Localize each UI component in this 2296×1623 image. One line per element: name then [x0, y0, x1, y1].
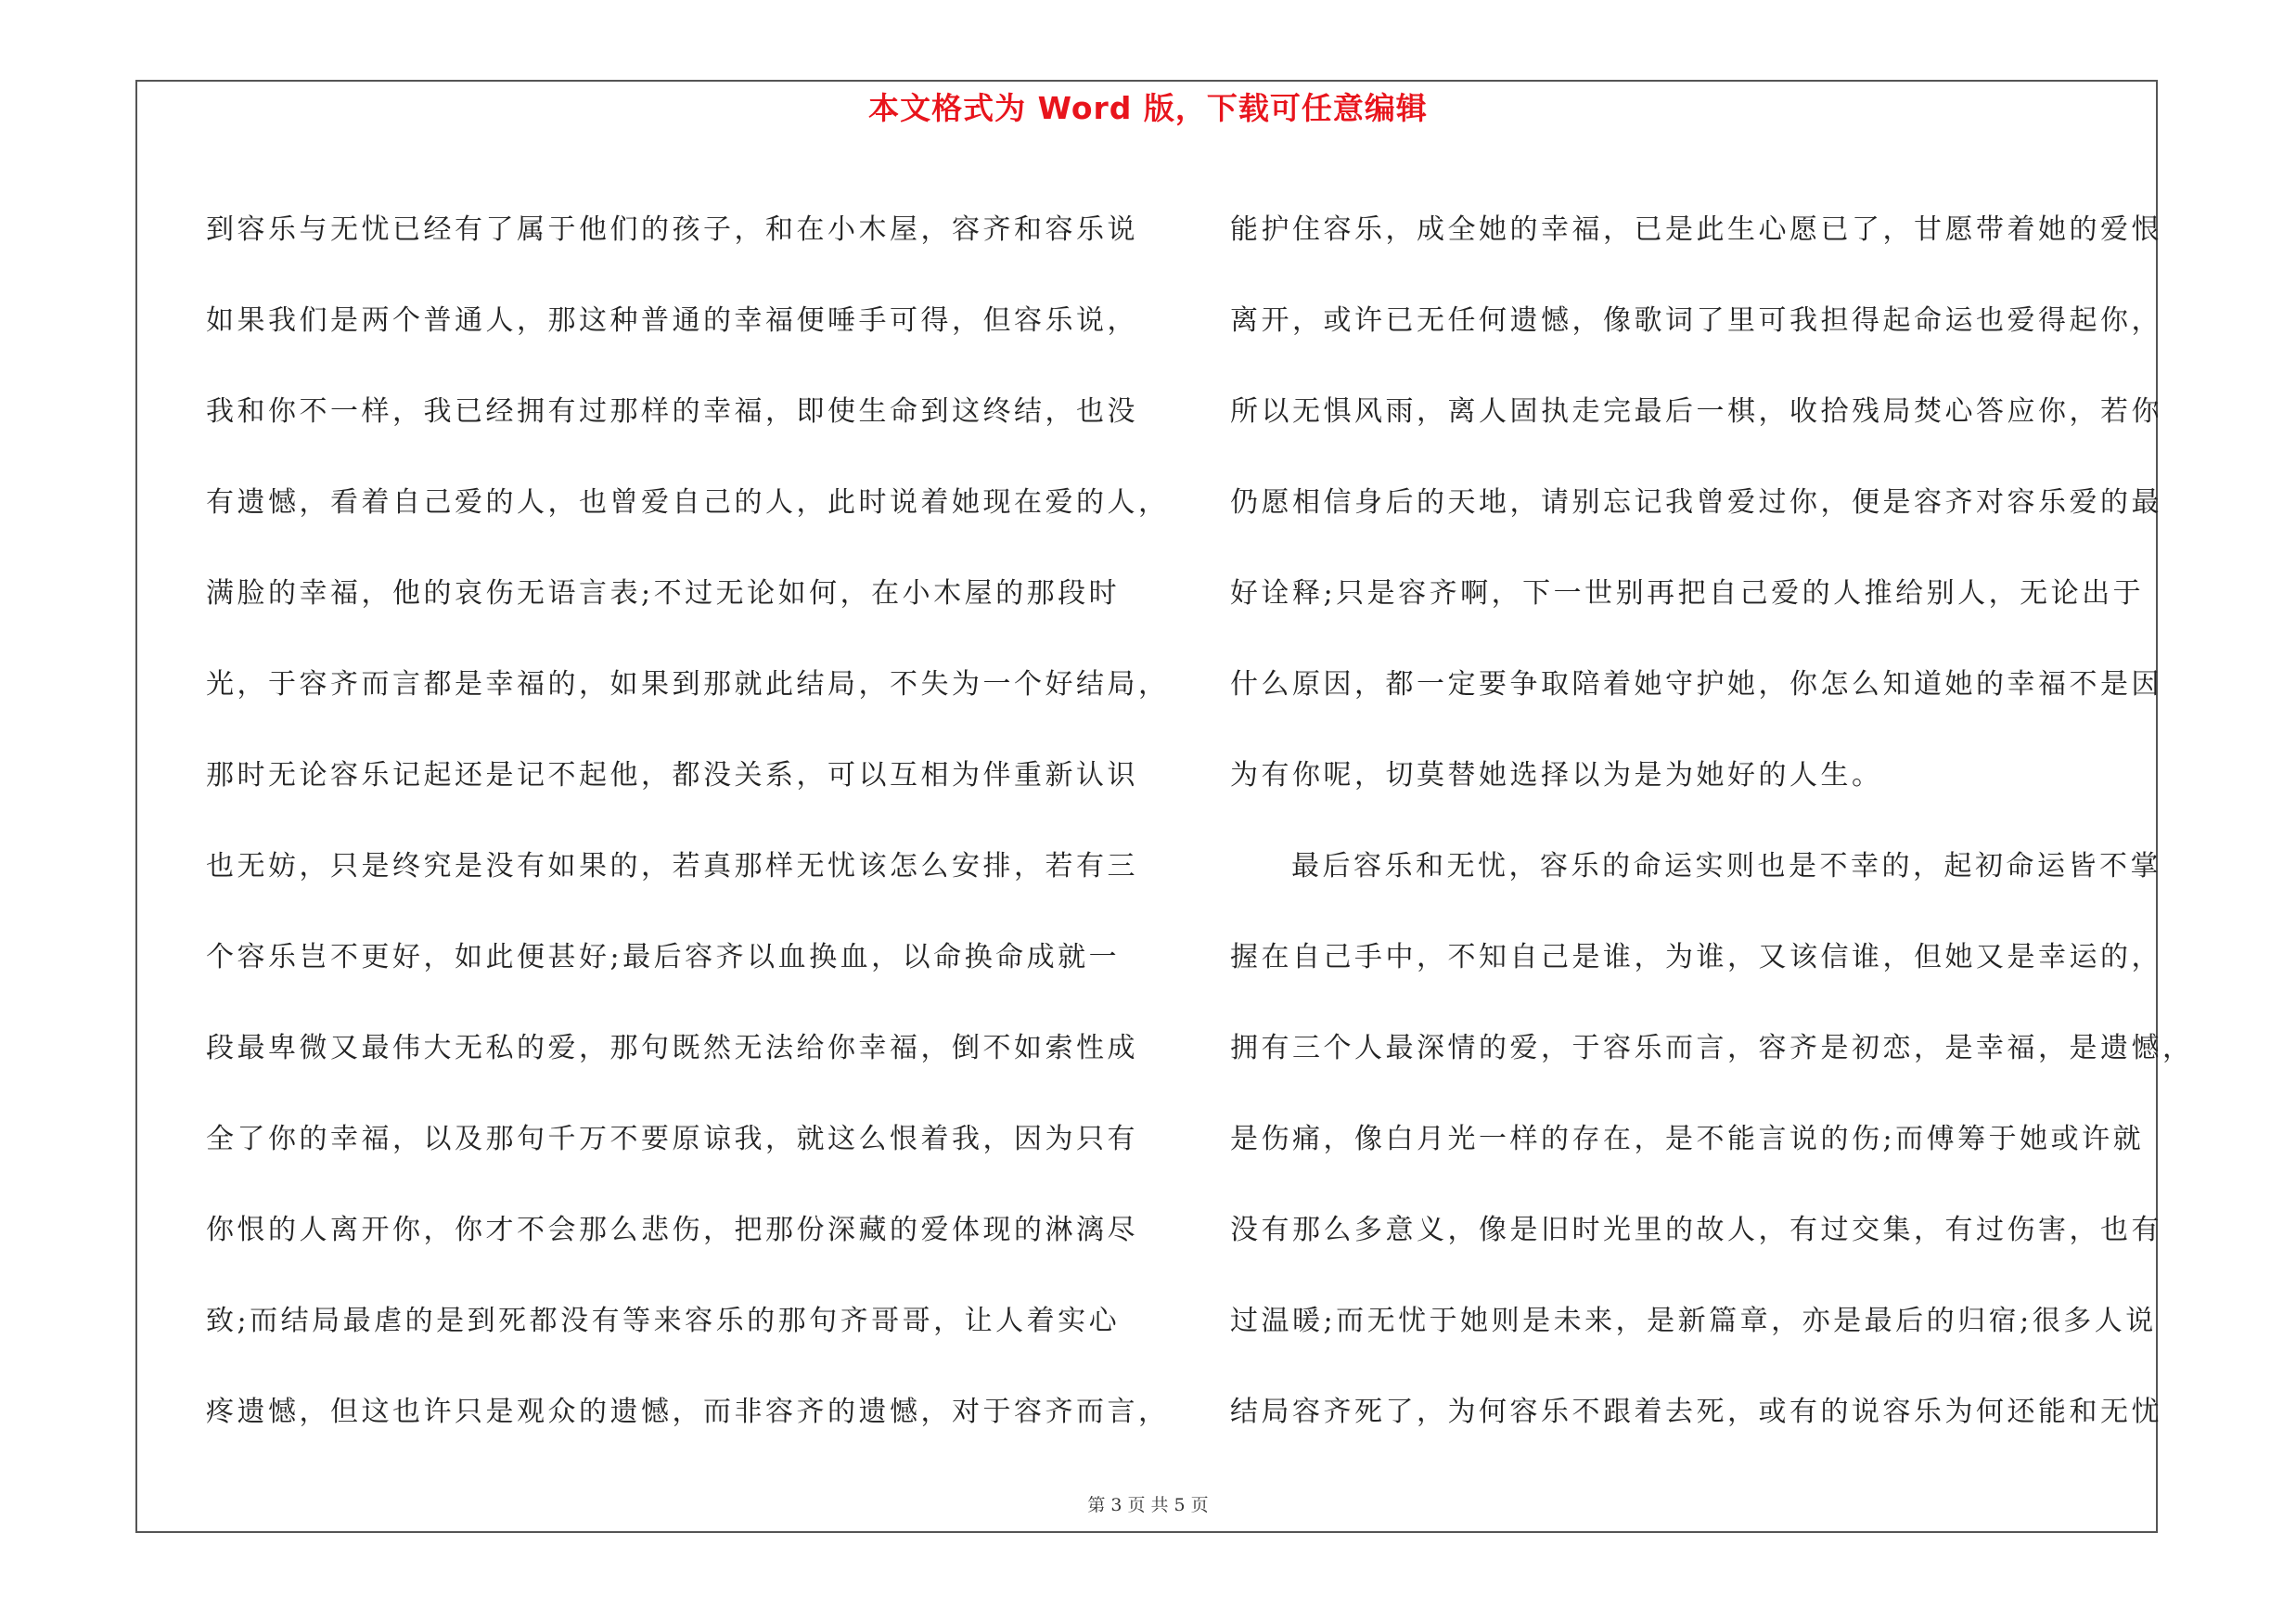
text-line: 光，于容齐而言都是幸福的，如果到那就此结局，不失为一个好结局， [206, 668, 1170, 701]
text-line: 拥有三个人最深情的爱，于容乐而言，容齐是初恋，是幸福，是遗憾， [1230, 1032, 2194, 1064]
paragraph-right-2 [1230, 821, 2194, 1458]
page-number-footer: 第 3 页 共 5 页 [1087, 1495, 1209, 1515]
text-line: 过温暖;而无忧于她则是未来，是新篇章，亦是最后的归宿;很多人说 [1230, 1305, 2157, 1337]
text-line: 个容乐岂不更好，如此便甚好;最后容齐以血换血，以命换命成就一 [206, 941, 1121, 973]
text-line: 结局容齐死了，为何容乐不跟着去死，或有的说容乐为何还能和无忧 [1230, 1396, 2162, 1428]
text-line: 我和你不一样，我已经拥有过那样的幸福，即使生命到这终结，也没 [206, 395, 1138, 428]
text-line: 你恨的人离开你，你才不会那么悲伤，把那份深藏的爱体现的淋漓尽 [206, 1214, 1138, 1246]
text-line: 满脸的幸福，他的哀伤无语言表;不过无论如何，在小木屋的那段时 [206, 577, 1121, 610]
text-line: 段最卑微又最伟大无私的爱，那句既然无法给你幸福，倒不如索性成 [206, 1032, 1138, 1064]
text-line: 握在自己手中，不知自己是谁，为谁，又该信谁，但她又是幸运的， [1230, 941, 2162, 973]
text-line: 如果我们是两个普通人，那这种普通的幸福便唾手可得，但容乐说， [206, 304, 1138, 337]
text-column-left [206, 185, 1170, 1458]
format-notice-header: 本文格式为 Word 版，下载可任意编辑 [868, 90, 1428, 126]
text-line: 为有你呢，切莫替她选择以为是为她好的人生。 [1230, 759, 1883, 792]
paragraph-left [206, 185, 1170, 1458]
text-line: 最后容乐和无忧，容乐的命运实则也是不幸的，起初命运皆不掌 [1291, 850, 2161, 882]
text-line: 能护住容乐，成全她的幸福，已是此生心愿已了，甘愿带着她的爱恨 [1230, 213, 2162, 246]
text-line: 到容乐与无忧已经有了属于他们的孩子，和在小木屋，容齐和容乐说 [206, 213, 1138, 246]
text-line: 全了你的幸福，以及那句千万不要原谅我，就这么恨着我，因为只有 [206, 1123, 1138, 1155]
text-line: 什么原因，都一定要争取陪着她守护她，你怎么知道她的幸福不是因 [1230, 668, 2162, 701]
text-line: 好诠释;只是容齐啊，下一世别再把自己爱的人推给别人，无论出于 [1230, 577, 2145, 610]
text-line: 有遗憾，看着自己爱的人，也曾爱自己的人，此时说着她现在爱的人， [206, 486, 1170, 519]
text-line: 离开，或许已无任何遗憾，像歌词了里可我担得起命运也爱得起你， [1230, 304, 2162, 337]
paragraph-right-1 [1230, 185, 2162, 821]
text-line: 也无妨，只是终究是没有如果的，若真那样无忧该怎么安排，若有三 [206, 850, 1138, 882]
text-line: 致;而结局最虐的是到死都没有等来容乐的那句齐哥哥，让人着实心 [206, 1305, 1121, 1337]
text-line: 疼遗憾，但这也许只是观众的遗憾，而非容齐的遗憾，对于容齐而言， [206, 1396, 1170, 1428]
text-line: 是伤痛，像白月光一样的存在，是不能言说的伤;而傅筹于她或许就 [1230, 1123, 2145, 1155]
text-line: 仍愿相信身后的天地，请别忘记我曾爱过你，便是容齐对容乐爱的最 [1230, 486, 2162, 519]
text-column-right [1230, 185, 2194, 1458]
text-line: 那时无论容乐记起还是记不起他，都没关系，可以互相为伴重新认识 [206, 759, 1138, 792]
text-line: 所以无惧风雨，离人固执走完最后一棋，收拾残局焚心答应你，若你 [1230, 395, 2162, 428]
text-line: 没有那么多意义，像是旧时光里的故人，有过交集，有过伤害，也有 [1230, 1214, 2162, 1246]
